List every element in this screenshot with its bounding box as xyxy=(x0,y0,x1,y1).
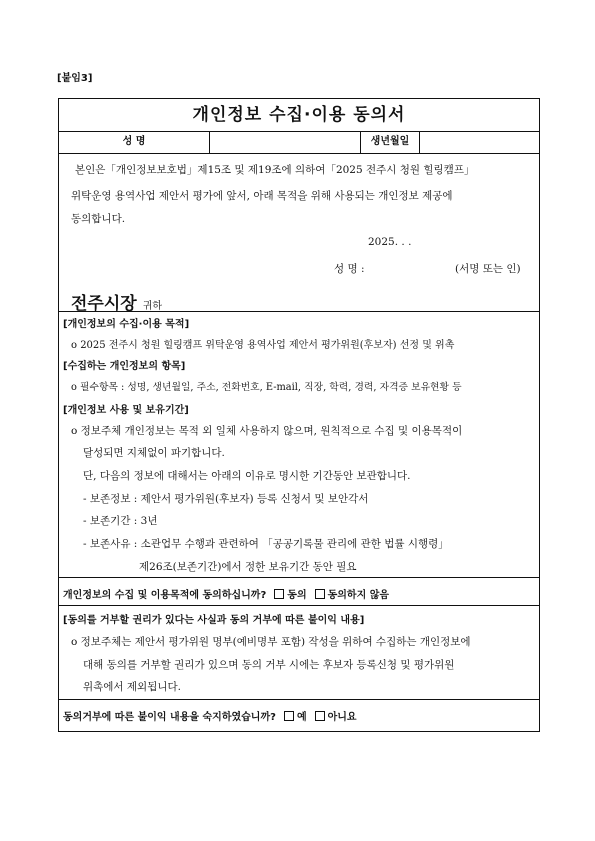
refusal-line-2: 대해 동의를 거부할 권리가 있으며 동의 거부 시에는 후보자 등록신청 및 평가위원 xyxy=(83,659,455,671)
retention-line-3: 단, 다음의 정보에 대해서는 아래의 이유로 명시한 기간동안 보관합니다. xyxy=(83,470,411,482)
signature-hint[interactable]: (서명 또는 인) xyxy=(455,263,521,275)
signer-label: 성 명 : xyxy=(334,263,365,275)
retention-line-5: - 보존기간 : 3년 xyxy=(83,515,158,527)
divider xyxy=(59,605,539,606)
items-header: [수집하는 개인정보의 항목] xyxy=(63,361,186,372)
attachment-label: [붙임3] xyxy=(57,73,93,84)
consent-form xyxy=(58,98,540,732)
items-text: o 필수항목 : 성명, 생년월일, 주소, 전화번호, E-mail, 직장, 학력, 경력, 자격증 보유현황 등 xyxy=(71,382,462,393)
agree-label: 동의 xyxy=(287,590,307,601)
consent-question: 개인정보의 수집 및 이용목적에 동의하십니까? xyxy=(63,590,267,601)
retention-line-6: - 보존사유 : 소관업무 수행과 관련하여 「공공기록물 관리에 관한 법률 시행령」 xyxy=(83,538,449,550)
consent-line-1: 본인은「개인정보보호법」제15조 및 제19조에 의하여「2025 전주시 청원 힐링캠프」 xyxy=(75,164,475,176)
divider xyxy=(59,577,539,578)
retention-header: [개인정보 사용 및 보유기간] xyxy=(63,405,189,416)
ack-question: 동의거부에 따른 불이익 내용을 숙지하였습니까? xyxy=(63,712,276,723)
name-field[interactable] xyxy=(210,131,361,153)
disagree-label: 동의하지 않음 xyxy=(327,590,390,601)
no-checkbox[interactable] xyxy=(315,711,325,721)
form-title: 개인정보 수집·이용 동의서 xyxy=(59,99,539,132)
refusal-line-3: 위촉에서 제외됩니다. xyxy=(83,681,181,693)
divider xyxy=(59,699,539,700)
no-label: 아니요 xyxy=(327,712,357,723)
agree-checkbox[interactable] xyxy=(274,589,284,599)
retention-line-1: o 정보주체 개인정보는 목적 외 일체 사용하지 않으며, 원칙적으로 수집 및 이용목적이 xyxy=(71,425,463,437)
birth-field[interactable] xyxy=(420,131,538,153)
recipient-name: 전주시장 xyxy=(71,294,137,314)
yes-label: 예 xyxy=(296,712,307,723)
applicant-info-row xyxy=(59,131,539,154)
purpose-header: [개인정보의 수집·이용 목적] xyxy=(63,319,190,330)
refusal-line-1: o 정보주체는 제안서 평가위원 명부(예비명부 포함) 작성을 위하여 수집하는 개인정보에 xyxy=(71,636,471,648)
recipient-suffix: 귀하 xyxy=(142,301,163,312)
disagree-checkbox[interactable] xyxy=(315,589,325,599)
name-label: 성 명 xyxy=(59,131,210,153)
consent-question-row xyxy=(63,586,389,601)
retention-line-4: - 보존정보 : 제안서 평가위원(후보자) 등록 신청서 및 보안각서 xyxy=(83,493,369,505)
consent-line-2: 위탁운영 용역사업 제안서 평가에 앞서, 아래 목적을 위해 사용되는 개인정보 제공에 xyxy=(71,190,453,202)
ack-question-row xyxy=(63,708,357,723)
yes-checkbox[interactable] xyxy=(284,711,294,721)
date-text[interactable]: 2025. . . xyxy=(368,236,412,248)
divider xyxy=(59,311,539,312)
retention-line-2: 달성되면 지체없이 파기합니다. xyxy=(83,447,225,459)
refusal-header: [동의를 거부할 권리가 있다는 사실과 동의 거부에 따른 불이익 내용] xyxy=(63,615,365,626)
consent-line-3: 동의합니다. xyxy=(71,213,126,225)
purpose-text: o 2025 전주시 청원 힐링캠프 위탁운영 용역사업 제안서 평가위원(후보자) 선정 및 위촉 xyxy=(71,340,455,351)
birth-label: 생년월일 xyxy=(361,131,420,153)
retention-line-7: 제26조(보존기간)에서 정한 보유기간 동안 필요 xyxy=(139,561,357,573)
